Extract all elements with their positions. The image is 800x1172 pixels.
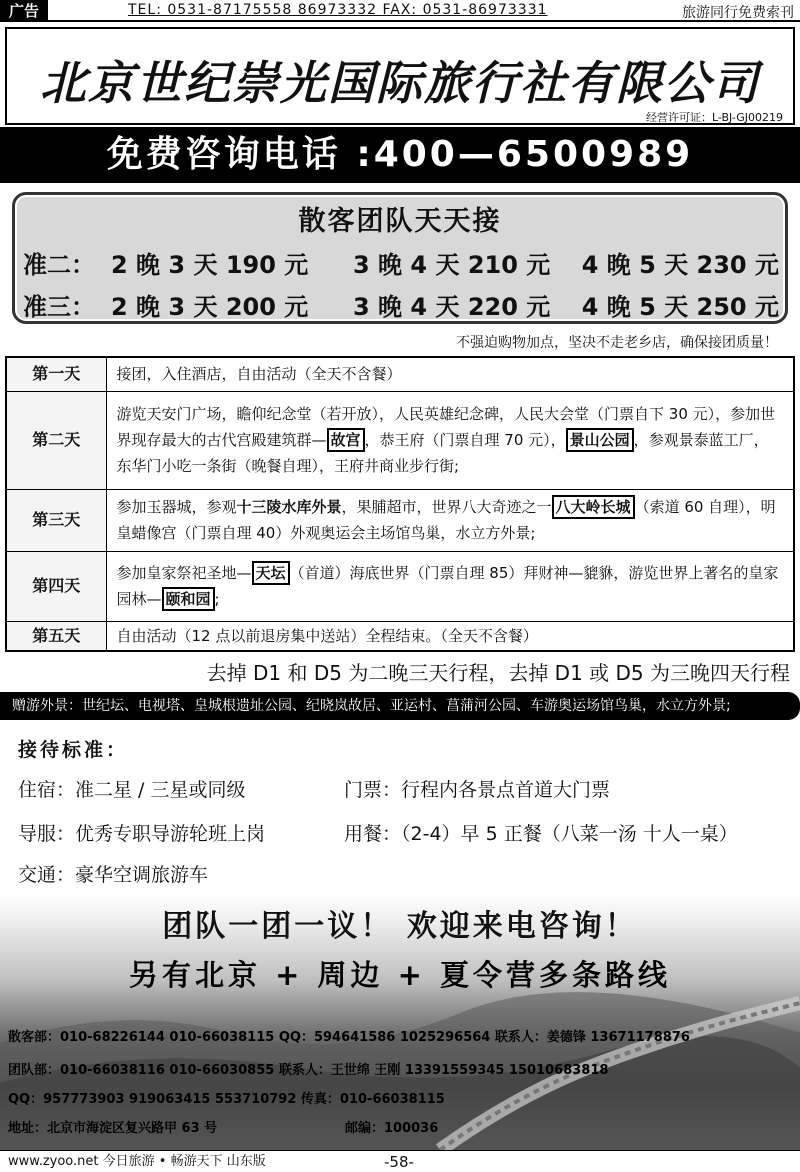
description-text: 游览天安门广场，瞻仰纪念堂（若开放），人民英雄纪念碑，人民大会堂（门票自下 30 元），参加世界现存最大的古代宫殿建筑群— [116, 405, 776, 449]
day-label: 第一天 [6, 357, 106, 391]
standards-title: 接待标准： [18, 739, 129, 761]
highlight-sight: 景山公园 [566, 428, 634, 452]
contact-sanke: 散客部：010-68226144 010-66038115 QQ：594641586 1025296564 联系人：姜德锋 13671178876 [8, 1030, 690, 1045]
table-row [6, 391, 794, 489]
table-row [6, 621, 794, 651]
highlight-sight: 颐和园 [162, 587, 215, 611]
description-text: ，恭王府（门票自理 70 元）， [364, 431, 566, 449]
day-description [106, 551, 794, 621]
day-description [106, 391, 794, 489]
slogan-consult: 团队一团一议！ 欢迎来电咨询！ [162, 909, 638, 944]
description-text: （首道）海底世界（门票自理 85）拜财神—貔貅，游览世界上著名的皇家园林— [116, 564, 779, 608]
bonus-sights-bar: 赠游外景：世纪坛、电视塔、皇城根遗址公园、纪晓岚故居、亚运村、菖蒲河公园、车游奥运场馆鸟巢，水立方外景; [0, 692, 800, 720]
standard-guide: 导服：优秀专职导游轮班上岗 [18, 823, 266, 845]
price-title: 散客团队天天接 [298, 206, 502, 237]
description-text: （索道 60 自理），明皇蜡像宫（门票自理 40）外观奥运会主场馆鸟巢，水立方外景; [116, 498, 776, 542]
license-number: 经营许可证：L-BJ-GJ00219 [645, 111, 783, 124]
standard-meals: 用餐：（2-4）早 5 正餐（八菜一汤 十人一桌） [344, 823, 738, 845]
table-row [6, 551, 794, 621]
price-box [12, 192, 788, 324]
quality-guarantee: 不强迫购物加点，坚决不走老乡店，确保接团质量！ [456, 335, 778, 351]
itinerary-table [5, 356, 795, 652]
price-option: 3 晚 4 天 210 元 [353, 251, 551, 279]
description-text: 参加玉器城，参观 [116, 498, 237, 516]
slogan-routes: 另有北京 + 周边 + 夏令营多条路线 [129, 958, 671, 992]
day-label: 第二天 [6, 391, 106, 489]
price-option: 4 晚 5 天 230 元 [581, 251, 779, 279]
page-footer [0, 1150, 800, 1172]
contact-address: 地址：北京市海淀区复兴路甲 63 号 [8, 1121, 218, 1136]
highlight-sight: 天坛 [252, 561, 290, 585]
company-box [5, 27, 795, 125]
table-row [6, 357, 794, 391]
price-option: 4 晚 5 天 250 元 [581, 293, 779, 321]
schedule-note: 去掉 D1 和 D5 为二晚三天行程，去掉 D1 或 D5 为三晚四天行程 [206, 661, 790, 685]
great-wall-photo [0, 893, 800, 1150]
contact-qq-fax: QQ：957773903 919063415 553710792 传真：010-66038115 [8, 1092, 445, 1107]
standard-tickets: 门票：行程内各景点首道大门票 [344, 779, 611, 801]
day-description [106, 489, 794, 551]
standard-transport: 交通：豪华空调旅游车 [18, 864, 209, 886]
header-contact-line: TEL: 0531-87175558 86973332 FAX: 0531-86973331 [128, 2, 548, 18]
description-text: 参加皇家祭祀圣地— [116, 564, 252, 582]
table-row [6, 489, 794, 551]
day-label: 第三天 [6, 489, 106, 551]
highlight-sight: 八大岭长城 [552, 495, 635, 519]
day-label: 第四天 [6, 551, 106, 621]
top-bar [0, 0, 800, 22]
day-label: 第五天 [6, 621, 106, 651]
bold-sight: 十三陵水库外景 [236, 498, 342, 516]
description-text: ，果脯超市，世界八大奇迹之一 [341, 498, 552, 516]
description-text: ，参观景泰蓝工厂，东华门小吃一条街（晚餐自理），王府井商业步行街; [116, 431, 769, 475]
page-number: -58- [384, 1153, 414, 1171]
free-index-note: 旅游同行免费索刊 [682, 5, 794, 21]
price-option: 2 晚 3 天 190 元 [111, 251, 309, 279]
highlight-sight: 故宫 [327, 428, 365, 452]
hotline-banner: 免费咨询电话 :400—6500989 [0, 127, 800, 183]
price-option: 3 晚 4 天 220 元 [353, 293, 551, 321]
standard-lodging: 住宿：准二星 / 三星或同级 [18, 779, 246, 801]
day-description: 自由活动（12 点以前退房集中送站）全程结束。（全天不含餐） [106, 621, 794, 651]
footer-site: www.zyoo.net 今日旅游 • 畅游天下 山东版 [8, 1154, 266, 1169]
description-text: ; [214, 590, 220, 608]
contact-team: 团队部：010-66038116 010-66030855 联系人：王世绵 王刚 13391559345 15010683818 [8, 1063, 609, 1078]
ad-tag: 广告 [0, 0, 48, 22]
price-row-label: 准二： [23, 251, 95, 279]
company-name: 北京世纪崇光国际旅行社有限公司 [40, 56, 760, 110]
price-option: 2 晚 3 天 200 元 [111, 293, 309, 321]
day-description: 接团，入住酒店，自由活动（全天不含餐） [106, 357, 794, 391]
contact-postcode: 邮编：100036 [345, 1121, 439, 1136]
price-row-label: 准三： [23, 293, 95, 321]
